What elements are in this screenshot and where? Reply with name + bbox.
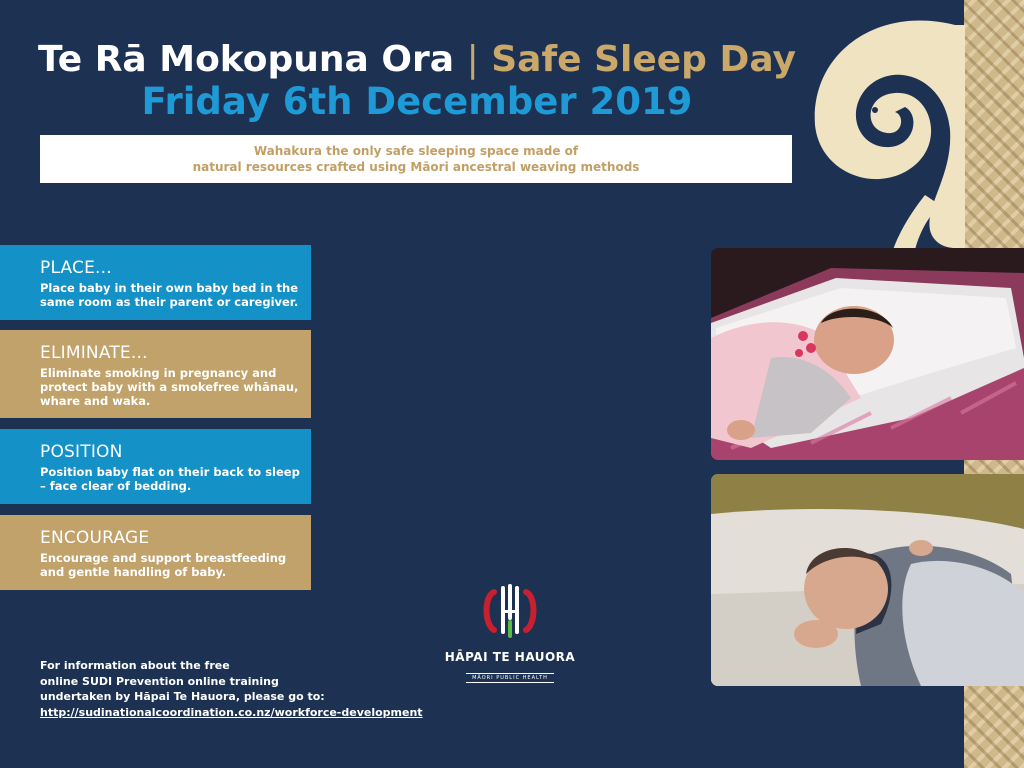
photo-sleeping-baby xyxy=(711,474,1024,686)
card-body: Encourage and support breastfeeding and gentle handling of baby. xyxy=(40,551,287,579)
card-position xyxy=(0,429,311,504)
tagline-banner xyxy=(40,135,792,183)
card-title: ELIMINATE... xyxy=(40,343,148,363)
tagline-line-2: natural resources crafted using Māori ancestral weaving methods xyxy=(192,160,640,174)
card-body: Eliminate smoking in pregnancy and protect baby with a smokefree whānau, whare and waka. xyxy=(40,366,299,408)
card-place xyxy=(0,245,311,320)
card-eliminate xyxy=(0,330,311,418)
logo-name: HĀPAI TE HAUORA xyxy=(444,650,576,664)
info-line-2: online SUDI Prevention online training xyxy=(40,674,279,688)
info-text xyxy=(40,658,440,720)
card-title: POSITION xyxy=(40,442,123,462)
card-body: Place baby in their own baby bed in the same room as their parent or caregiver. xyxy=(40,281,299,309)
training-link[interactable]: http://sudinationalcoordination.co.nz/workforce-development xyxy=(40,705,423,719)
card-encourage xyxy=(0,515,311,590)
card-title: ENCOURAGE xyxy=(40,528,150,548)
title-separator: | xyxy=(466,39,479,80)
logo-mark-icon xyxy=(480,580,540,642)
hapai-te-hauora-logo xyxy=(440,580,580,683)
card-title: PLACE... xyxy=(40,258,112,278)
info-line-3: undertaken by Hāpai Te Hauora, please go to: xyxy=(40,690,325,703)
page-title xyxy=(0,38,834,82)
info-line-1: For information about the free xyxy=(40,659,230,672)
photo-baby-in-wahakura xyxy=(711,248,1024,460)
event-date: Friday 6th December 2019 xyxy=(141,80,693,123)
title-english: Safe Sleep Day xyxy=(491,39,797,80)
tagline-line-1: Wahakura the only safe sleeping space made of xyxy=(253,144,579,158)
logo-subtitle: MĀORI PUBLIC HEALTH xyxy=(466,673,554,683)
title-maori: Te Rā Mokopuna Ora xyxy=(37,39,455,80)
card-body: Position baby flat on their back to sleep – face clear of bedding. xyxy=(40,465,300,493)
